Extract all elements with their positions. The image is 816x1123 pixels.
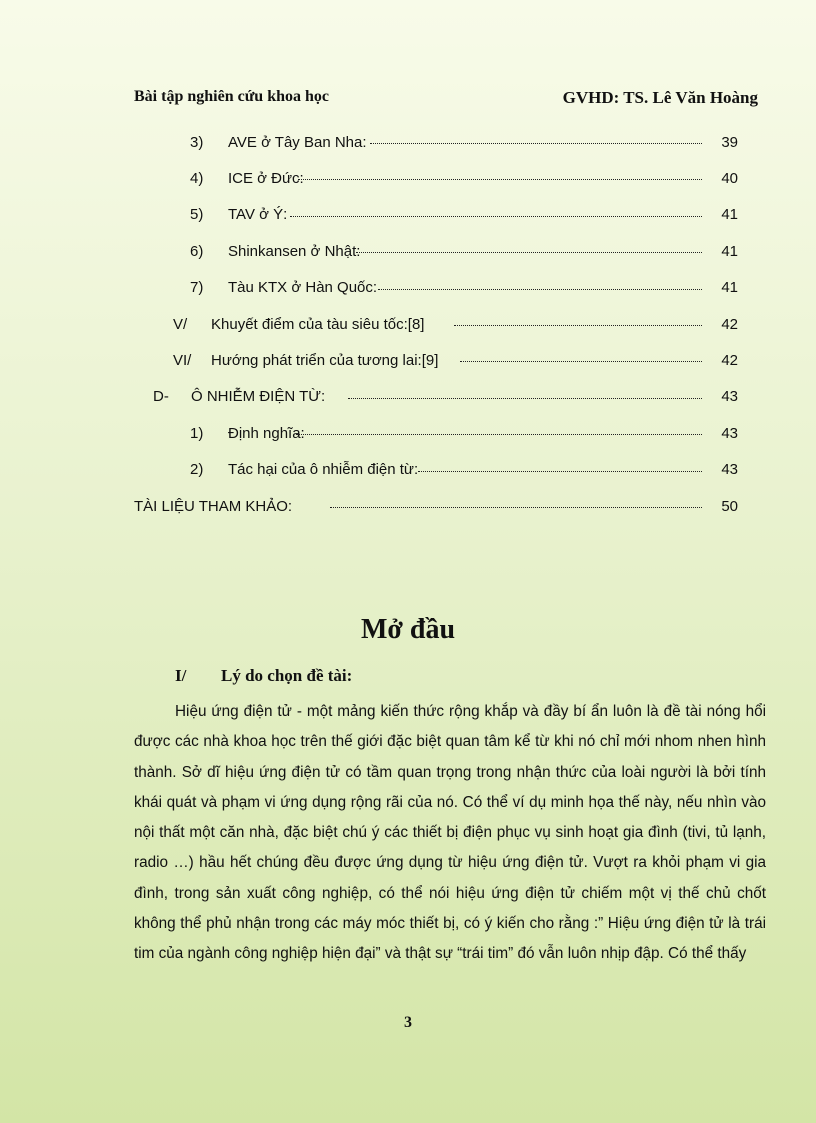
toc-entry-page: 39	[721, 133, 738, 151]
toc-entry-title: Định nghĩa:	[228, 424, 305, 442]
toc-entry[interactable]	[0, 124, 816, 160]
toc-entry-number: 5)	[190, 206, 204, 224]
toc-entry-title: ICE ở Đức:	[228, 170, 304, 188]
toc-entry-number: VI/	[173, 352, 192, 370]
toc-leader-dots	[348, 396, 702, 399]
toc-entry-number: D-	[153, 388, 169, 406]
header-course-title: Bài tập nghiên cứu khoa học	[134, 88, 329, 105]
page-title: Mở đầu	[360, 614, 456, 645]
toc-leader-dots	[370, 141, 702, 144]
toc-entry-title: TÀI LIỆU THAM KHẢO:	[134, 497, 293, 515]
toc-leader-dots	[454, 323, 702, 326]
toc-leader-dots	[378, 287, 702, 290]
toc-entry[interactable]	[0, 379, 816, 415]
toc-leader-dots	[356, 250, 702, 253]
section-heading	[175, 666, 352, 686]
toc-entry-number: 3)	[190, 133, 204, 151]
toc-entry-number: 7)	[190, 279, 204, 297]
toc-entry-number: 1)	[190, 424, 204, 442]
toc-entry[interactable]	[0, 488, 816, 524]
toc-leader-dots	[460, 359, 702, 362]
toc-leader-dots	[418, 469, 702, 472]
toc-entry-number: 6)	[190, 242, 204, 260]
toc-entry-title: AVE ở Tây Ban Nha:	[228, 133, 367, 151]
toc-entry-page: 41	[721, 279, 738, 297]
section-number: I/	[175, 666, 187, 685]
toc-entry[interactable]	[0, 233, 816, 269]
toc-entry[interactable]	[0, 270, 816, 306]
toc-entry-page: 41	[721, 242, 738, 260]
toc-leader-dots	[298, 177, 702, 180]
toc-entry-title: Khuyết điểm của tàu siêu tốc:[8]	[211, 315, 425, 333]
toc-entry-page: 43	[721, 388, 738, 406]
toc-entry[interactable]	[0, 415, 816, 451]
toc-entry[interactable]	[0, 197, 816, 233]
header-instructor: GVHD: TS. Lê Văn Hoàng	[562, 88, 758, 107]
toc-entry[interactable]	[0, 342, 816, 378]
toc-entry-title: Tàu KTX ở Hàn Quốc:	[228, 279, 378, 297]
toc-entry[interactable]	[0, 160, 816, 196]
page-number: 3	[404, 1014, 412, 1031]
toc-entry-number: 2)	[190, 461, 204, 479]
page-header	[134, 88, 758, 112]
table-of-contents	[0, 124, 816, 524]
toc-leader-dots	[290, 214, 702, 217]
toc-entry-page: 40	[721, 170, 738, 188]
body-paragraph: Hiệu ứng điện tử - một mảng kiến thức rộng khắp và đầy bí ẩn luôn là đề tài nóng hổi được các nhà khoa học trên thế giới đặc biệt quan tâm kể từ khi nó chỉ mới nhom nhen hình thành. Sở dĩ hiệu ứng điện tử có tầm quan trọng trong nhận thức của loài người là bởi tính khái quát và phạm vi ứng dụng rộng rãi của nó. Có thể ví dụ minh họa thế này, nếu nhìn vào nội thất một căn nhà, đặc biệt chú ý các thiết bị điện phục vụ sinh hoạt gia đình (tivi, tủ lạnh, radio …) hầu hết chúng đều được ứng dụng từ hiệu ứng điện tử. Vượt ra khỏi phạm vi gia đình, trong sản xuất công nghiệp, có thể nói hiệu ứng điện tử chiếm một vị thế chủ chốt không thể phủ nhận trong các máy móc thiết bị, có ý kiến cho rằng :” Hiệu ứng điện tử là trái tim của ngành công nghiệp hiện đại” và thật sự “trái tim” đó vẫn luôn nhịp đập. Có thể thấy	[134, 703, 766, 963]
section-title: Lý do chọn đề tài:	[221, 666, 353, 685]
toc-entry[interactable]	[0, 306, 816, 342]
toc-entry-page: 43	[721, 461, 738, 479]
toc-entry-page: 42	[721, 352, 738, 370]
toc-entry-page: 42	[721, 315, 738, 333]
toc-entry[interactable]	[0, 452, 816, 488]
toc-entry-page: 50	[721, 497, 738, 515]
toc-entry-page: 43	[721, 424, 738, 442]
toc-entry-title: Ô NHIỄM ĐIỆN TỪ:	[191, 388, 326, 406]
toc-leader-dots	[296, 432, 702, 435]
toc-leader-dots	[330, 505, 702, 508]
toc-entry-title: TAV ở Ý:	[228, 206, 288, 224]
toc-entry-title: Tác hại của ô nhiễm điện từ:	[228, 461, 419, 479]
toc-entry-number: 4)	[190, 170, 204, 188]
toc-entry-number: V/	[173, 315, 188, 333]
toc-entry-title: Hướng phát triển của tương lai:[9]	[211, 352, 439, 370]
toc-entry-title: Shinkansen ở Nhật:	[228, 242, 361, 260]
toc-entry-page: 41	[721, 206, 738, 224]
